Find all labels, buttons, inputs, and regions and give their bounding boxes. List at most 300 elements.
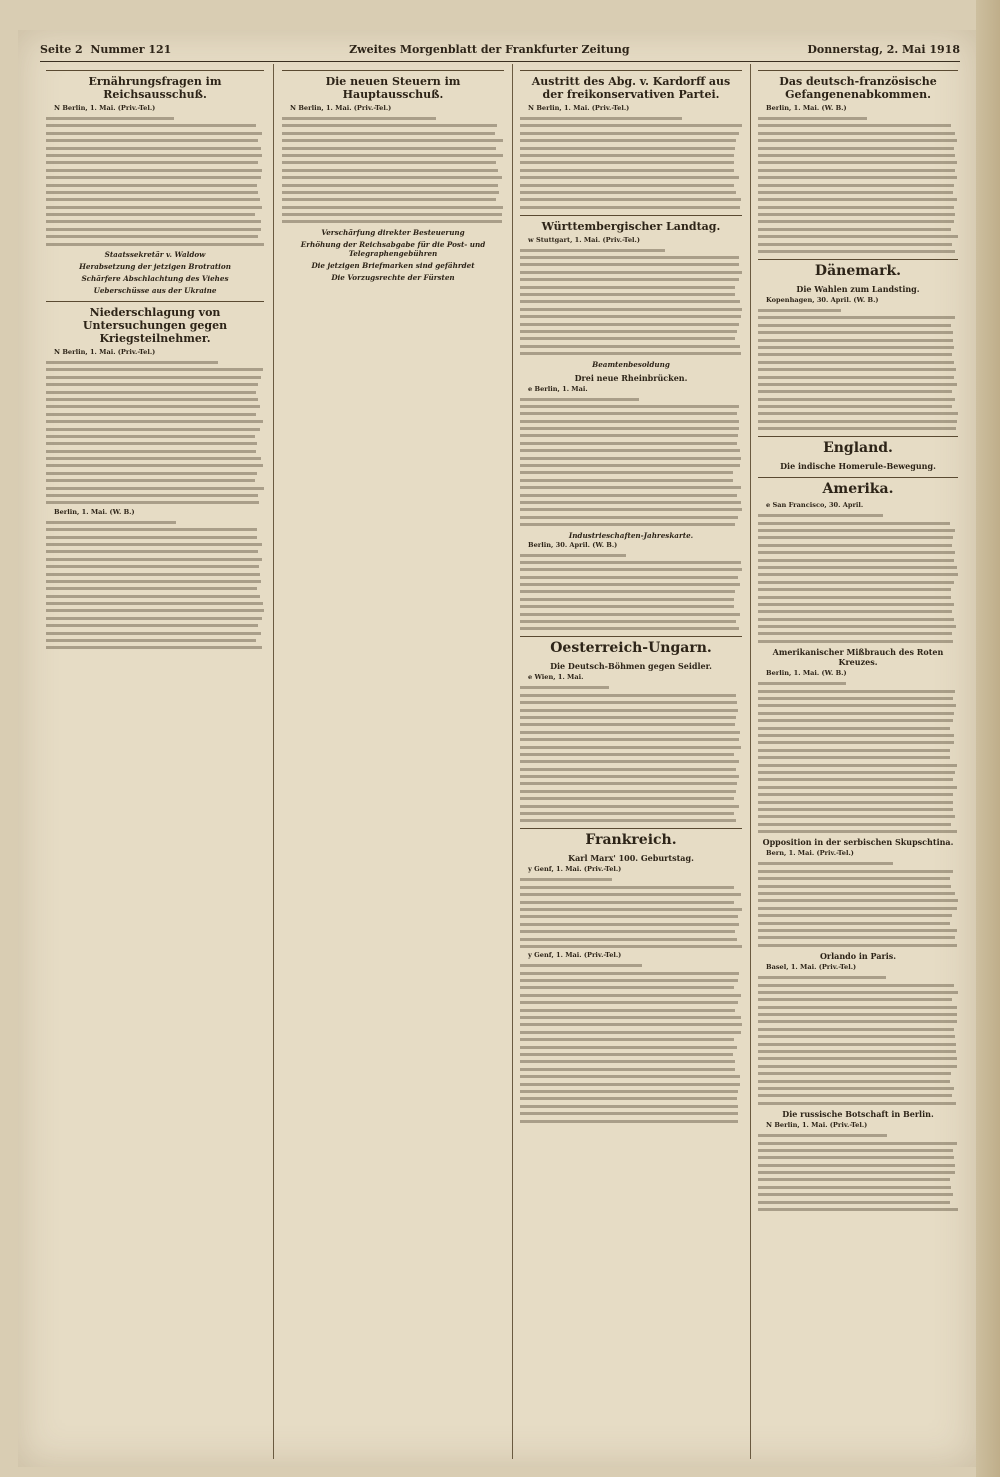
text-line — [46, 536, 257, 539]
text-line — [520, 249, 665, 252]
text-line — [758, 1043, 956, 1046]
text-line — [520, 271, 742, 274]
text-line — [282, 191, 499, 194]
text-line — [758, 640, 953, 643]
text-line — [46, 398, 258, 401]
text-line — [758, 899, 958, 902]
text-line — [758, 1102, 956, 1105]
text-line — [758, 154, 955, 157]
article-heading: Niederschlagung von Untersuchungen gegen Kriegsteilnehmer. — [46, 301, 264, 345]
text-line — [758, 1035, 955, 1038]
text-line — [520, 191, 736, 194]
text-line — [520, 768, 736, 771]
text-line — [46, 450, 256, 453]
text-line — [520, 442, 737, 445]
text-line — [758, 596, 951, 599]
text-line — [520, 753, 734, 756]
text-line — [520, 508, 742, 511]
text-line — [758, 734, 954, 737]
text-line — [46, 132, 262, 135]
text-line — [282, 176, 502, 179]
text-line — [282, 213, 502, 216]
text-line — [758, 603, 954, 606]
text-line — [758, 346, 954, 349]
text-line — [46, 376, 261, 379]
text-line — [46, 220, 261, 223]
text-line — [46, 639, 256, 642]
text-line — [282, 117, 436, 120]
text-line — [520, 198, 741, 201]
text-line — [46, 595, 260, 598]
text-line — [758, 551, 955, 554]
text-line — [520, 293, 735, 296]
text-line — [520, 286, 735, 289]
text-line — [46, 235, 258, 238]
text-line — [46, 368, 263, 371]
text-line — [758, 808, 953, 811]
text-line — [758, 682, 846, 685]
text-line — [520, 1031, 741, 1034]
text-line — [520, 161, 734, 164]
text-line — [520, 613, 740, 616]
text-line — [758, 522, 950, 525]
text-line — [46, 573, 260, 576]
text-line — [282, 206, 503, 209]
text-line — [758, 339, 953, 342]
text-line — [758, 870, 953, 873]
article-heading: Württembergischer Landtag. — [520, 215, 742, 233]
text-line — [758, 1065, 957, 1068]
text-line — [758, 936, 955, 939]
text-line — [520, 352, 741, 355]
article-heading: Die indische Homerule-Bewegung. — [780, 461, 936, 472]
text-line — [520, 1046, 737, 1049]
column-3 — [520, 64, 742, 1459]
text-line — [520, 994, 741, 997]
text-line — [46, 154, 262, 157]
text-line — [758, 324, 951, 327]
text-line — [520, 605, 734, 608]
text-line — [758, 1028, 954, 1031]
text-line — [520, 590, 735, 593]
page-number: Seite 2 Nummer 121 — [40, 42, 172, 56]
text-line — [520, 278, 739, 281]
text-line — [46, 464, 263, 467]
text-line — [758, 309, 841, 312]
text-line — [758, 1164, 955, 1167]
text-line — [46, 213, 255, 216]
text-line — [758, 1006, 957, 1009]
text-line — [758, 420, 957, 423]
text-line — [758, 632, 952, 635]
text-line — [46, 117, 174, 120]
text-line — [758, 581, 954, 584]
article-dateline: Basel, 1. Mai. (Priv.-Tel.) — [766, 963, 857, 972]
text-line — [46, 624, 258, 627]
section-heading: Amerika. — [758, 477, 958, 498]
text-line — [46, 487, 264, 490]
text-line — [520, 263, 739, 266]
text-line — [758, 793, 953, 796]
article-dateline: e San Francisco, 30. April. — [766, 501, 864, 510]
text-line — [520, 738, 739, 741]
text-line — [520, 893, 741, 896]
article-heading: Karl Marx' 100. Geburtstag. — [568, 853, 694, 864]
text-line — [282, 124, 497, 127]
text-line — [758, 862, 893, 865]
text-line — [758, 998, 952, 1001]
text-line — [520, 1016, 741, 1019]
text-line — [520, 908, 742, 911]
article-dateline: e Berlin, 1. Mai. — [528, 384, 588, 393]
text-line — [758, 618, 954, 621]
text-line — [520, 1053, 733, 1056]
text-line — [758, 625, 956, 628]
text-line — [758, 1201, 950, 1204]
text-line — [46, 228, 261, 231]
text-line — [758, 235, 958, 238]
text-line — [520, 464, 740, 467]
text-line — [520, 1038, 734, 1041]
text-line — [758, 764, 957, 767]
text-line — [46, 124, 256, 127]
text-line — [520, 420, 739, 423]
text-line — [46, 617, 262, 620]
text-line — [46, 206, 262, 209]
text-line — [520, 878, 612, 881]
text-line — [282, 184, 498, 187]
article-dateline: w Stuttgart, 1. Mai. (Priv.-Tel.) — [528, 235, 640, 244]
text-line — [282, 169, 498, 172]
text-line — [758, 243, 952, 246]
article-heading: Orlando in Paris. — [819, 951, 897, 962]
text-line — [520, 746, 741, 749]
text-line — [520, 760, 739, 763]
text-line — [520, 731, 740, 734]
text-line — [758, 573, 958, 576]
text-line — [520, 132, 739, 135]
article-dateline: N Berlin, 1. Mai. (Priv.-Tel.) — [54, 348, 156, 357]
text-line — [520, 330, 737, 333]
text-line — [758, 1013, 957, 1016]
text-line — [758, 697, 953, 700]
text-line — [520, 701, 737, 704]
text-line — [520, 176, 739, 179]
text-line — [758, 929, 957, 932]
text-line — [758, 228, 951, 231]
text-line — [46, 139, 258, 142]
article-heading: Die russische Botschaft in Berlin. — [782, 1109, 934, 1120]
text-line — [520, 554, 626, 557]
text-line — [520, 169, 734, 172]
text-line — [520, 930, 735, 933]
text-line — [46, 457, 261, 460]
text-line — [758, 830, 957, 833]
article-subheading: Staatssekretär v. Waldow — [104, 250, 206, 260]
text-line — [282, 198, 496, 201]
text-line — [46, 472, 257, 475]
text-line — [520, 583, 740, 586]
section-heading: Oesterreich-Ungarn. — [520, 636, 742, 657]
text-line — [520, 886, 734, 889]
text-line — [758, 877, 950, 880]
text-line — [520, 790, 736, 793]
text-line — [520, 300, 740, 303]
text-line — [520, 723, 735, 726]
article-heading: Austritt des Abg. v. Kardorff aus der freikonservativen Partei. — [520, 70, 742, 101]
text-line — [520, 1023, 742, 1026]
text-line — [520, 206, 740, 209]
article-heading: Die Wahlen zum Landsting. — [796, 284, 920, 295]
text-line — [758, 1072, 951, 1075]
text-line — [758, 815, 955, 818]
text-line — [758, 771, 955, 774]
text-line — [520, 147, 735, 150]
text-line — [758, 719, 953, 722]
text-line — [520, 620, 736, 623]
text-line — [758, 610, 952, 613]
text-line — [520, 308, 742, 311]
text-line — [758, 250, 955, 253]
article-subheading: Die jetzigen Briefmarken sind gefährdet — [311, 260, 475, 270]
text-line — [758, 1080, 950, 1083]
article-subheading: Die Vorzugsrechte der Fürsten — [331, 272, 455, 282]
page-edge — [976, 0, 1000, 1477]
column-1 — [46, 64, 264, 1459]
text-line — [520, 124, 742, 127]
article-heading: Amerikanischer Mißbrauch des Roten Kreuzes. — [772, 647, 944, 668]
text-line — [520, 501, 741, 504]
text-line — [758, 139, 957, 142]
article-dateline: e Wien, 1. Mai. — [528, 673, 584, 682]
text-line — [758, 984, 954, 987]
text-line — [758, 198, 957, 201]
text-line — [758, 566, 957, 569]
text-line — [46, 420, 263, 423]
text-line — [520, 782, 737, 785]
text-line — [520, 486, 741, 489]
text-line — [758, 117, 867, 120]
text-line — [520, 819, 736, 822]
text-line — [520, 627, 739, 630]
text-line — [758, 801, 953, 804]
text-line — [520, 979, 738, 982]
text-line — [520, 945, 742, 948]
text-line — [758, 169, 955, 172]
text-line — [46, 602, 263, 605]
text-line — [46, 161, 258, 164]
text-line — [520, 184, 734, 187]
article-dateline: Bern, 1. Mai. (Priv.-Tel.) — [766, 849, 854, 858]
text-line — [520, 427, 739, 430]
text-line — [758, 132, 955, 135]
text-line — [46, 361, 218, 364]
text-line — [520, 457, 741, 460]
text-line — [758, 1050, 956, 1053]
text-line — [520, 805, 739, 808]
text-line — [758, 398, 955, 401]
column-rule — [512, 64, 513, 1459]
column-rule — [750, 64, 751, 1459]
text-line — [758, 191, 953, 194]
text-line — [520, 315, 741, 318]
text-line — [46, 243, 264, 246]
text-line — [520, 345, 740, 348]
text-line — [520, 797, 734, 800]
section-heading: Frankreich. — [520, 828, 742, 849]
text-line — [46, 565, 259, 568]
text-line — [758, 1186, 951, 1189]
text-line — [758, 1178, 950, 1181]
article-heading: Ernährungsfragen im Reichsausschuß. — [46, 70, 264, 101]
text-line — [46, 501, 259, 504]
text-line — [46, 184, 257, 187]
text-line — [46, 632, 261, 635]
text-line — [758, 376, 954, 379]
text-line — [758, 944, 957, 947]
text-line — [520, 1105, 738, 1108]
article-heading: Opposition in der serbischen Skupschtina. — [762, 837, 954, 848]
text-line — [520, 923, 739, 926]
article-heading: Die neuen Steuern im Hauptausschuß. — [282, 70, 504, 101]
page-header — [40, 40, 960, 62]
section-heading: England. — [758, 436, 958, 457]
text-line — [46, 587, 257, 590]
text-line — [758, 1208, 958, 1211]
text-line — [520, 812, 734, 815]
text-line — [282, 161, 496, 164]
text-line — [46, 521, 176, 524]
text-line — [520, 449, 740, 452]
text-line — [758, 922, 950, 925]
text-line — [46, 391, 256, 394]
text-line — [520, 686, 609, 689]
text-line — [520, 398, 639, 401]
text-line — [520, 1060, 735, 1063]
column-rule — [273, 64, 274, 1459]
text-line — [46, 609, 264, 612]
text-line — [758, 892, 955, 895]
text-line — [758, 184, 954, 187]
text-line — [758, 704, 956, 707]
text-line — [758, 1193, 953, 1196]
text-line — [520, 1068, 735, 1071]
text-line — [758, 405, 952, 408]
text-line — [758, 976, 886, 979]
text-line — [520, 323, 739, 326]
text-line — [758, 161, 957, 164]
text-line — [758, 1142, 957, 1145]
text-line — [46, 479, 255, 482]
text-line — [46, 580, 261, 583]
text-line — [282, 139, 503, 142]
text-line — [520, 139, 736, 142]
text-line — [520, 901, 734, 904]
text-line — [758, 907, 957, 910]
text-line — [520, 1090, 738, 1093]
text-line — [520, 568, 742, 571]
text-line — [46, 558, 262, 561]
text-line — [520, 117, 682, 120]
text-line — [758, 786, 957, 789]
text-line — [520, 434, 738, 437]
article-subheading: Schärfere Abschlachtung des Viehes — [81, 274, 229, 284]
text-line — [520, 1075, 740, 1078]
text-line — [520, 337, 735, 340]
text-line — [520, 716, 736, 719]
text-line — [282, 147, 496, 150]
text-line — [758, 1171, 955, 1174]
text-line — [520, 972, 739, 975]
text-line — [758, 147, 954, 150]
text-line — [46, 147, 261, 150]
text-line — [46, 176, 261, 179]
text-line — [758, 712, 954, 715]
text-line — [46, 435, 255, 438]
section-heading: Dänemark. — [758, 259, 958, 280]
text-line — [758, 427, 956, 430]
issue-date: Donnerstag, 2. Mai 1918 — [807, 42, 960, 56]
text-line — [520, 938, 737, 941]
text-line — [520, 154, 734, 157]
article-heading: Drei neue Rheinbrücken. — [574, 372, 688, 383]
text-line — [758, 1156, 954, 1159]
text-line — [758, 588, 951, 591]
article-dateline: y Genf, 1. Mai. (Priv.-Tel.) — [528, 951, 622, 960]
text-line — [520, 561, 741, 564]
text-line — [46, 198, 260, 201]
text-line — [282, 154, 503, 157]
text-line — [758, 331, 953, 334]
text-line — [758, 727, 950, 730]
text-line — [758, 213, 955, 216]
column-4 — [758, 64, 958, 1459]
text-line — [758, 1094, 952, 1097]
text-line — [758, 741, 954, 744]
text-line — [520, 694, 736, 697]
text-line — [46, 191, 258, 194]
text-line — [758, 220, 954, 223]
article-subheading: Ueberschüsse aus der Ukraine — [93, 286, 217, 296]
text-line — [46, 494, 258, 497]
text-line — [758, 529, 955, 532]
text-line — [46, 169, 262, 172]
article-subheading: Erhöhung der Reichsabgabe für die Post- und Telegraphengebühren — [300, 239, 486, 258]
article-dateline: Berlin, 1. Mai. (W. B.) — [54, 507, 135, 516]
text-line — [46, 428, 260, 431]
text-line — [46, 528, 257, 531]
text-line — [520, 1009, 735, 1012]
text-line — [758, 885, 951, 888]
text-line — [758, 778, 953, 781]
text-line — [758, 353, 952, 356]
article-dateline: N Berlin, 1. Mai. (Priv.-Tel.) — [290, 104, 392, 112]
text-line — [758, 823, 951, 826]
text-line — [758, 1087, 954, 1090]
text-line — [758, 1057, 957, 1060]
article-subheading: Industrieschaften-Jahreskarte. — [568, 530, 694, 540]
text-line — [758, 514, 883, 517]
text-line — [758, 749, 950, 752]
text-line — [520, 1120, 738, 1123]
column-2 — [282, 64, 504, 1459]
text-line — [520, 256, 739, 259]
text-line — [520, 598, 734, 601]
text-line — [758, 383, 957, 386]
text-line — [520, 775, 739, 778]
text-line — [520, 576, 738, 579]
article-dateline: Kopenhagen, 30. April. (W. B.) — [766, 296, 879, 305]
